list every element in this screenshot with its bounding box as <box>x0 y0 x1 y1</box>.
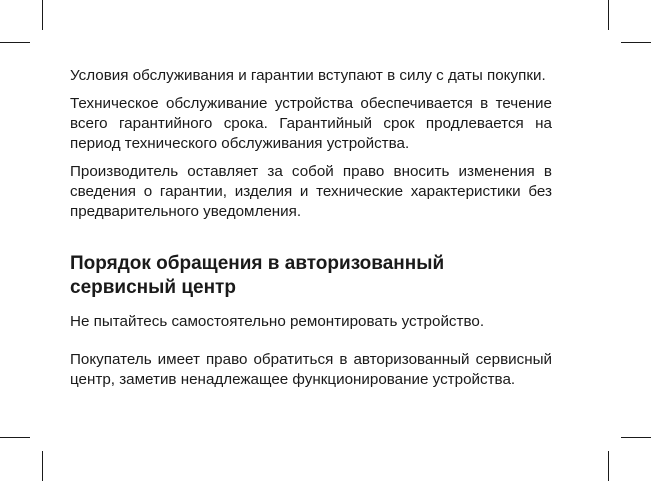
crop-mark-bottom-left-horizontal <box>0 437 30 438</box>
service-center-paragraph: Покупатель имеет право обратиться в авторизованный сервисный центр, заметив ненадлежащее функционирование устройства. <box>70 351 552 388</box>
crop-mark-top-left-horizontal <box>0 42 30 43</box>
crop-mark-top-right-horizontal <box>621 42 651 43</box>
manufacturer-rights-paragraph: Производитель оставляет за собой право вносить изменения в сведения о гарантии, изделия и технические характеристики без предварительного уведомления. <box>70 163 552 220</box>
crop-mark-top-right-vertical <box>608 0 609 30</box>
crop-mark-top-left-vertical <box>42 0 43 30</box>
warranty-start-paragraph: Условия обслуживания и гарантии вступают в силу с даты покупки. <box>70 67 546 84</box>
crop-mark-bottom-left-vertical <box>42 451 43 481</box>
service-period-paragraph: Техническое обслуживание устройства обеспечивается в течение всего гарантийного срока. Гарантийный срок продлевается на период технического обслуживания устройства. <box>70 95 552 152</box>
crop-mark-bottom-right-horizontal <box>621 437 651 438</box>
crop-mark-bottom-right-vertical <box>608 451 609 481</box>
page-content <box>70 66 552 398</box>
no-self-repair-paragraph: Не пытайтесь самостоятельно ремонтировать устройство. <box>70 313 485 330</box>
section-heading: Порядок обращения в авторизованный сервисный центр <box>70 253 445 298</box>
